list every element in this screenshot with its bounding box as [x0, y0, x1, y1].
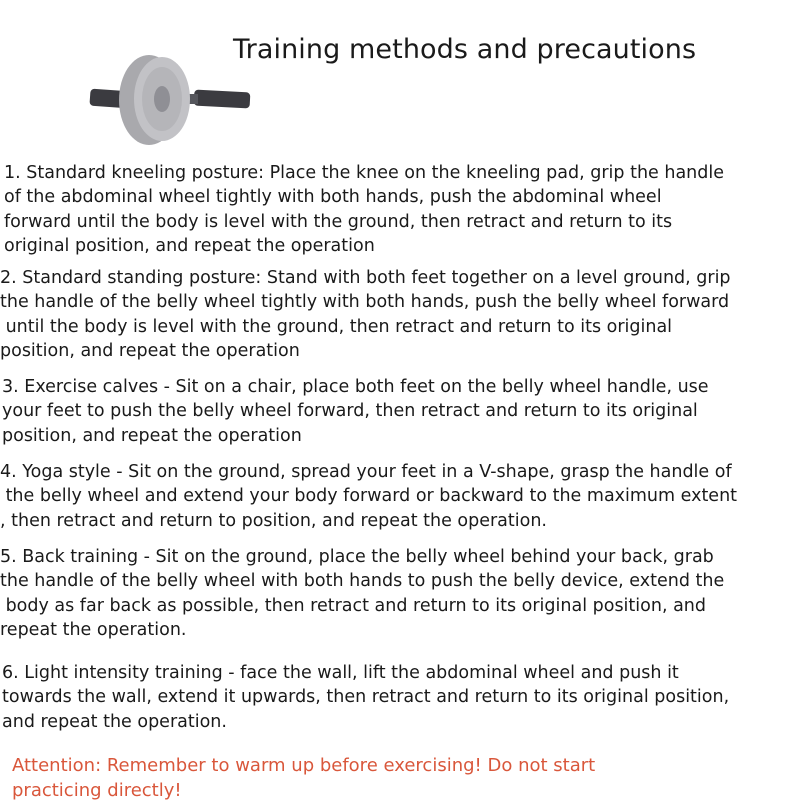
step-line: 4. Yoga style - Sit on the ground, spread your feet in a V-shape, grasp the handle of [0, 462, 732, 482]
step-4 [0, 460, 800, 533]
step-5 [0, 545, 800, 642]
step-line: forward until the body is level with the ground, then retract and return to its [4, 211, 673, 232]
step-line: repeat the operation. [0, 619, 187, 640]
attention-line: Attention: Remember to warm up before exercising! Do not start [12, 755, 596, 776]
step-6 [0, 661, 800, 734]
step-3 [0, 375, 800, 448]
attention-note [12, 753, 595, 803]
step-1 [0, 161, 800, 258]
step-line: of the abdominal wheel tightly with both hands, push the abdominal wheel [4, 187, 662, 208]
page-title: Training methods and precautions [233, 34, 697, 65]
step-line: the handle of the belly wheel tightly with both hands, push the belly wheel forward [0, 292, 730, 313]
attention-line: practicing directly! [12, 780, 182, 801]
step-line: the handle of the belly wheel with both hands to push the belly device, extend the [0, 571, 725, 592]
step-line: position, and repeat the operation [2, 425, 302, 446]
step-line: body as far back as possible, then retract and return to its original position, and [0, 595, 706, 616]
step-line: 3. Exercise calves - Sit on a chair, place both feet on the belly wheel handle, use [2, 377, 709, 397]
step-line: , then retract and return to position, and repeat the operation. [0, 510, 547, 531]
step-line: 1. Standard kneeling posture: Place the knee on the kneeling pad, grip the handle [4, 163, 725, 183]
abdominal-wheel-icon [82, 42, 252, 162]
step-line: your feet to push the belly wheel forward, then retract and return to its original [2, 401, 698, 422]
step-line: towards the wall, extend it upwards, then retract and return to its original position, [2, 687, 730, 708]
step-line: 2. Standard standing posture: Stand with both feet together on a level ground, grip [0, 268, 731, 288]
step-line: 6. Light intensity training - face the wall, lift the abdominal wheel and push it [2, 663, 679, 683]
step-line: original position, and repeat the operation [4, 235, 375, 256]
step-line: position, and repeat the operation [0, 340, 300, 361]
step-line: the belly wheel and extend your body forward or backward to the maximum extent [0, 486, 738, 507]
step-line: 5. Back training - Sit on the ground, place the belly wheel behind your back, grab [0, 547, 714, 567]
step-2 [0, 266, 800, 363]
step-line: until the body is level with the ground, then retract and return to its original [0, 316, 673, 337]
step-line: and repeat the operation. [2, 711, 227, 732]
